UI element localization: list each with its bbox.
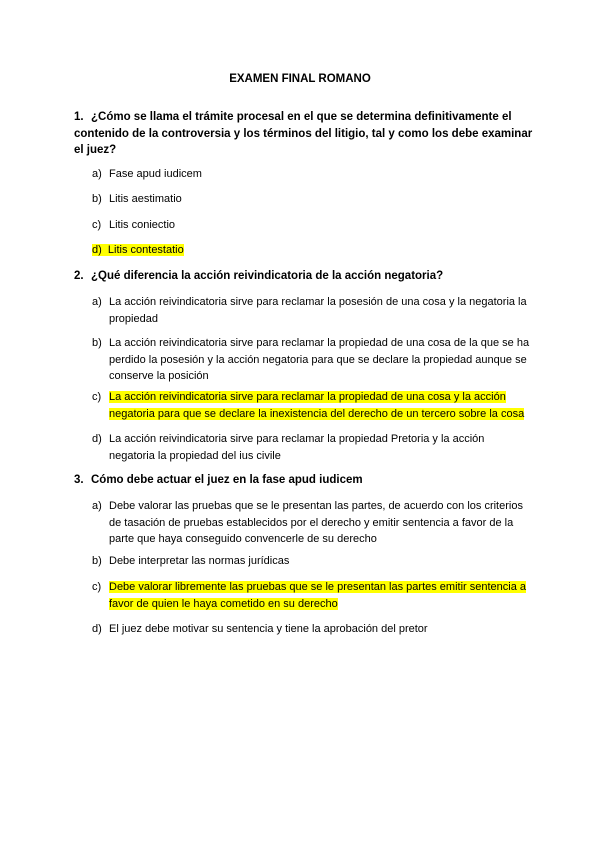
question-number: 2. [74, 270, 84, 282]
option-text: El juez debe motivar su sentencia y tiene la aprobación del pretor [109, 623, 428, 635]
highlighted-answer [92, 244, 184, 256]
option-label: b) [92, 337, 102, 349]
option-text: Litis aestimatio [109, 193, 182, 205]
option-label: c) [92, 581, 102, 593]
question-1-option-a [92, 166, 532, 183]
option-label: c) [92, 391, 102, 403]
question-number: 1. [74, 111, 84, 123]
question-2-option-a [92, 294, 532, 327]
option-label: d) [92, 433, 102, 445]
question-text: ¿Qué diferencia la acción reivindicatoria de la acción negatoria? [91, 270, 444, 282]
option-label: a) [92, 168, 102, 180]
question-1-option-b [92, 191, 532, 208]
question-2-option-b [92, 335, 532, 385]
question-2-option-c [92, 389, 532, 422]
question-text: ¿Cómo se llama el trámite procesal en el que se determina definitivamente el contenido de la controversia y los términos del litigio, tal y como los debe examinar el juez? [74, 111, 533, 156]
question-3 [74, 472, 534, 489]
question-1-option-d [92, 242, 532, 259]
option-text: Debe interpretar las normas jurídicas [109, 555, 290, 567]
option-label: b) [92, 193, 102, 205]
option-label: a) [92, 296, 102, 308]
option-label: a) [92, 500, 102, 512]
option-text: Litis contestatio [107, 244, 184, 256]
question-2-option-d [92, 431, 532, 464]
question-3-option-b [92, 553, 532, 570]
option-label: c) [92, 219, 102, 231]
option-label: d) [92, 244, 102, 256]
question-3-option-d [92, 621, 532, 638]
document-title: EXAMEN FINAL ROMANO [229, 73, 371, 85]
question-3-option-a [92, 498, 532, 548]
option-text: Litis coniectio [109, 219, 176, 231]
option-text: Fase apud iudicem [109, 168, 202, 180]
option-label: d) [92, 623, 102, 635]
option-text: Debe valorar libremente las pruebas que se le presentan las partes emitir sentencia a favor de quien le haya cometido en su derecho [109, 581, 527, 610]
question-number: 3. [74, 474, 84, 486]
option-text: La acción reivindicatoria sirve para reclamar la propiedad de una cosa y la acción negatoria para que se declare la inexistencia del derecho de un tercero sobre la cosa [109, 391, 525, 420]
question-text: Cómo debe actuar el juez en la fase apud iudicem [91, 474, 363, 486]
question-2 [74, 268, 534, 285]
option-text: La acción reivindicatoria sirve para reclamar la propiedad de una cosa de la que se ha perdido la posesión y la acción negatoria para que se declare la propiedad aunque se conserve la posición [109, 337, 530, 382]
option-text: La acción reivindicatoria sirve para reclamar la propiedad Pretoria y la acción negatoria la propiedad del ius civile [109, 433, 485, 462]
option-text: La acción reivindicatoria sirve para reclamar la posesión de una cosa y la negatoria la propiedad [109, 296, 527, 325]
question-1-option-c [92, 217, 532, 234]
question-1 [74, 109, 534, 159]
question-3-option-c [92, 579, 532, 612]
option-text: Debe valorar las pruebas que se le presentan las partes, de acuerdo con los criterios de tasación de pruebas establecidos por el derecho y emitir sentencia a favor de la parte que haya conseguido convencerle de su derecho [109, 500, 523, 545]
option-label: b) [92, 555, 102, 567]
